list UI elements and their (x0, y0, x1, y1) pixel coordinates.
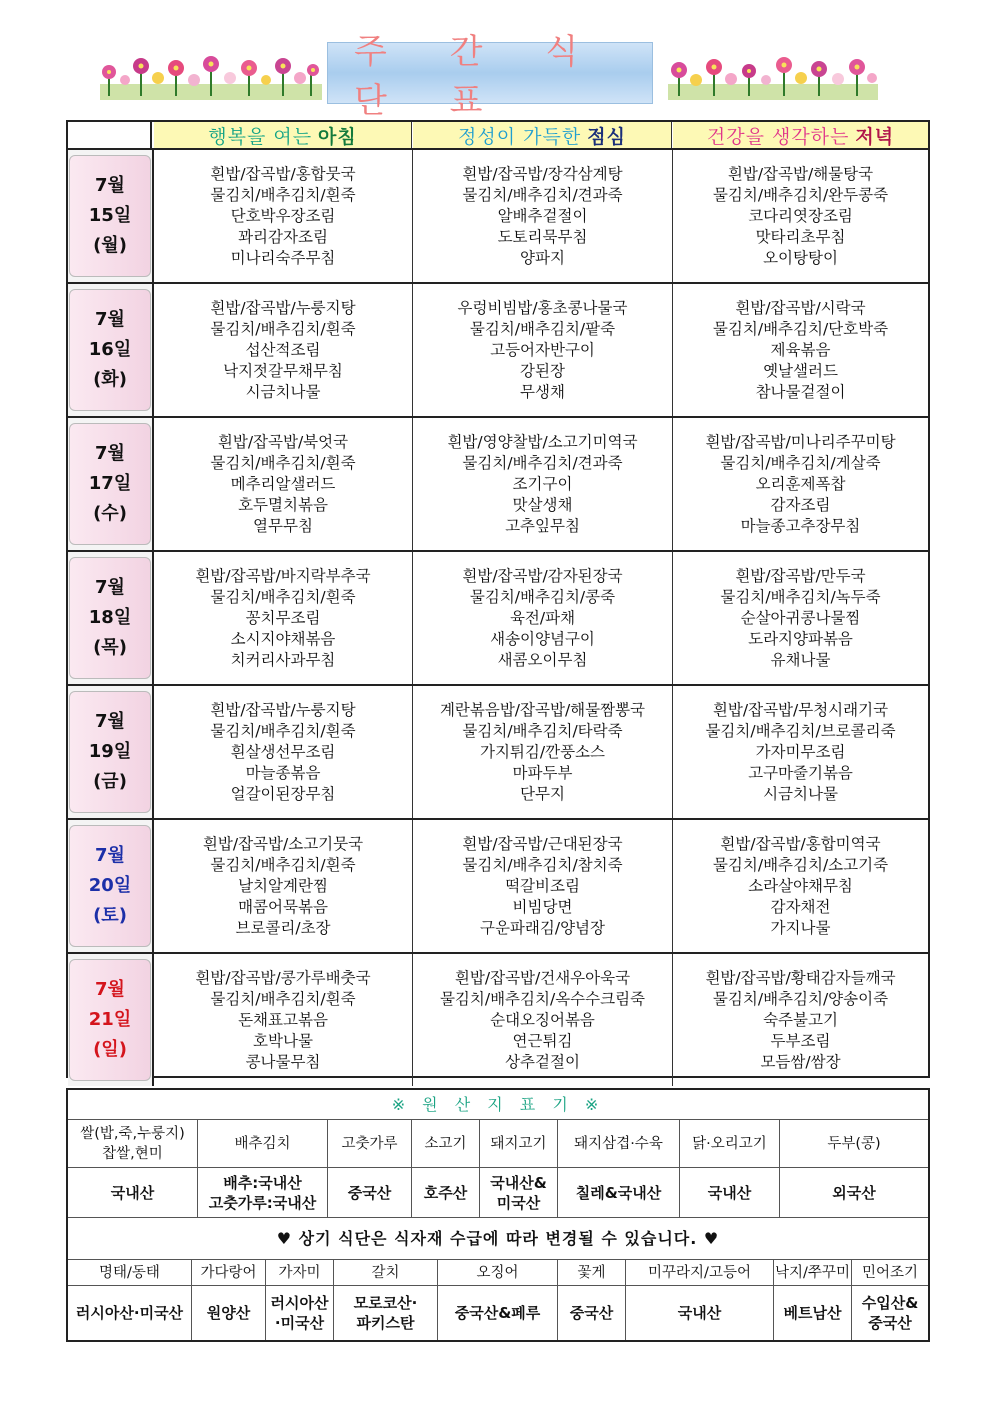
menu-item: 떡갈비조림 (505, 876, 580, 895)
menu-item: 고추잎무침 (505, 516, 580, 535)
day-month: 7월 (95, 175, 125, 196)
origin-category-label-text: 닭·오리고기 (692, 1135, 767, 1152)
menu-item: 흰밥/잡곡밥/건새우아욱국 (454, 968, 631, 987)
breakfast-column-header: 행복을 여는 아침 (154, 122, 412, 148)
dinner-menu-cell (673, 418, 928, 550)
breakfast-menu-cell (154, 150, 413, 282)
origin-country-value-text: 국내산 (677, 1304, 722, 1322)
menu-item: 흰밥/잡곡밥/감자된장국 (462, 566, 623, 585)
day-month: 7월 (95, 577, 125, 598)
menu-item: 맛타리초무침 (755, 227, 846, 246)
menu-item: 모듬쌈/쌈장 (760, 1052, 841, 1071)
flower-decoration-left (100, 50, 322, 100)
menu-item: 시금치나물 (763, 784, 838, 803)
day-label-cell (68, 552, 154, 684)
menu-item: 물김치/배추김치/흰죽 (210, 185, 356, 204)
day-weekday: (화) (93, 369, 127, 390)
menu-item: 매콤어묵볶음 (238, 897, 328, 916)
origin-country-value (558, 1286, 626, 1340)
menu-item: 소시지야채볶음 (230, 629, 336, 648)
origin-country-value-text: 중국산 (347, 1183, 392, 1202)
menu-item: 흰밥/영양찰밥/소고기미역국 (447, 432, 638, 451)
origin-category-label-text: 돼지삼겹·수육 (574, 1135, 663, 1152)
menu-item: 흰밥/잡곡밥/홍합뭇국 (210, 164, 356, 183)
menu-item: 도토리묵무침 (497, 227, 588, 246)
menu-item: 호박나물 (253, 1031, 313, 1050)
menu-item: 두부조림 (770, 1031, 831, 1050)
day-date: 21일 (88, 1009, 132, 1030)
day-label (69, 289, 151, 411)
day-row (68, 150, 928, 282)
menu-item: 옛날샐러드 (763, 361, 838, 380)
menu-item: 코다리엿장조림 (748, 206, 853, 225)
day-weekday: (수) (93, 503, 127, 524)
menu-item: 얼갈이된장무침 (230, 784, 336, 803)
day-date: 15일 (88, 205, 132, 226)
origin-category-label (558, 1120, 680, 1168)
day-label-cell (68, 284, 154, 416)
day-row (68, 284, 928, 416)
day-row (68, 820, 928, 952)
menu-item: 육전/파채 (509, 608, 576, 627)
origin-country-value-text: 배추:국내산 고춧가루:국내산 (208, 1173, 317, 1212)
day-label-cell (68, 954, 154, 1086)
menu-item: 마늘종볶음 (245, 763, 321, 782)
menu-item: 물김치/배추김치/흰죽 (210, 453, 356, 472)
menu-item: 날치알계란찜 (238, 876, 328, 895)
menu-item: 호두멸치볶음 (238, 495, 328, 514)
origin-category-label (192, 1260, 266, 1286)
origin-country-value-text: 모로코산· 파키스탄 (353, 1294, 418, 1332)
menu-item: 순대오징어볶음 (490, 1010, 595, 1029)
dinner-menu-cell (673, 954, 928, 1086)
origin-country-value (68, 1168, 198, 1218)
menu-item: 소라살야채무침 (748, 876, 853, 895)
origin-category-label (198, 1120, 328, 1168)
menu-item: 제육볶음 (770, 340, 831, 359)
menu-item: 브로콜리/초장 (235, 918, 331, 937)
day-weekday: (금) (93, 771, 127, 792)
menu-item: 물김치/배추김치/옥수수크림죽 (439, 989, 646, 1008)
dinner-column-header: 건강을 생각하는 저녁 (673, 122, 928, 148)
menu-item: 새콤오이무침 (497, 650, 588, 669)
menu-item: 흰밥/잡곡밥/홍합미역국 (720, 834, 881, 853)
day-label-cell (68, 820, 154, 952)
menu-item: 흰밥/잡곡밥/미나리주꾸미탕 (705, 432, 896, 451)
origin-category-label-text: 낙지/쭈꾸미 (775, 1264, 850, 1281)
dinner-menu-cell (673, 284, 928, 416)
origin-category-label (438, 1260, 558, 1286)
day-label (69, 959, 151, 1081)
menu-item: 콩나물무침 (245, 1052, 321, 1071)
menu-item: 감자조림 (770, 495, 831, 514)
breakfast-menu-cell (154, 820, 413, 952)
day-weekday: (토) (93, 905, 127, 926)
flower-decoration-right (668, 50, 878, 100)
menu-item: 열무무침 (253, 516, 313, 535)
menu-item: 흰밥/잡곡밥/해물탕국 (727, 164, 874, 183)
origin-country-value-text: 중국산 (569, 1304, 614, 1322)
origin-country-value-text: 국내산 (707, 1183, 752, 1202)
origin-category-label-text: 미꾸라지/고등어 (648, 1264, 751, 1281)
menu-item: 물김치/배추김치/흰죽 (210, 721, 356, 740)
origin-country-value (774, 1286, 852, 1340)
origin-title (68, 1090, 928, 1120)
menu-item: 비빔당면 (512, 897, 573, 916)
menu-item: 물김치/배추김치/게살죽 (720, 453, 881, 472)
origin-category-label (774, 1260, 852, 1286)
menu-item: 흰밥/잡곡밥/시락국 (735, 298, 866, 317)
origin-country-value (334, 1286, 438, 1340)
origin-title-text: ※ 원 산 지 표 기 ※ (391, 1094, 605, 1114)
menu-item: 돈채표고볶음 (238, 1010, 328, 1029)
menu-item: 흰밥/잡곡밥/무청시래기국 (712, 700, 889, 719)
day-date: 20일 (88, 875, 132, 896)
menu-item: 물김치/배추김치/브로콜리죽 (705, 721, 896, 740)
day-row (68, 552, 928, 684)
day-label (69, 155, 151, 277)
origin-country-value-text: 국내산 (110, 1183, 155, 1202)
menu-item: 흰살생선무조림 (230, 742, 336, 761)
menu-item: 가자미무조림 (755, 742, 846, 761)
menu-item: 단무지 (520, 784, 565, 803)
menu-item: 미나리숙주무침 (230, 248, 336, 267)
origin-category-label (558, 1260, 626, 1286)
menu-item: 물김치/배추김치/참치죽 (462, 855, 623, 874)
origin-category-label-text: 두부(콩) (827, 1135, 881, 1152)
menu-item: 물김치/배추김치/팥죽 (469, 319, 616, 338)
day-label (69, 691, 151, 813)
menu-item: 도라지양파볶음 (748, 629, 853, 648)
origin-category-label-text: 갈치 (371, 1264, 400, 1281)
page-header (0, 32, 992, 121)
page-title-banner (327, 32, 653, 121)
origin-country-value (412, 1168, 480, 1218)
menu-change-notice-text: ♥ 상기 식단은 식자재 수급에 따라 변경될 수 있습니다. ♥ (276, 1228, 720, 1248)
origin-country-value-text: 러시아산 ·미국산 (270, 1294, 329, 1332)
menu-item: 물김치/배추김치/완두콩죽 (712, 185, 889, 204)
day-row (68, 418, 928, 550)
menu-item: 가지나물 (770, 918, 831, 937)
menu-item: 흰밥/잡곡밥/콩가루배춧국 (195, 968, 371, 987)
menu-change-notice (68, 1218, 928, 1260)
day-month: 7월 (95, 979, 125, 1000)
menu-item: 물김치/배추김치/흰죽 (210, 587, 356, 606)
day-month: 7월 (95, 711, 125, 732)
origin-table (66, 1088, 930, 1342)
menu-item: 흰밥/잡곡밥/황태감자들깨국 (705, 968, 896, 987)
menu-item: 흰밥/잡곡밥/장각삼계탕 (462, 164, 623, 183)
menu-item: 단호박우장조림 (230, 206, 336, 225)
origin-country-value-text: 원양산 (206, 1304, 251, 1322)
menu-item: 가지튀김/깐풍소스 (479, 742, 605, 761)
origin-country-value (680, 1168, 780, 1218)
menu-item: 꽈리감자조림 (238, 227, 328, 246)
menu-item: 흰밥/잡곡밥/만두국 (735, 566, 866, 585)
menu-item: 낙지젓갈무채무침 (223, 361, 343, 380)
menu-item: 물김치/배추김치/견과죽 (462, 185, 623, 204)
dinner-menu-cell (673, 552, 928, 684)
day-row (68, 686, 928, 818)
dinner-menu-cell (673, 686, 928, 818)
menu-item: 고구마줄기볶음 (748, 763, 853, 782)
day-weekday: (일) (93, 1039, 127, 1060)
menu-item: 시금치나물 (245, 382, 321, 401)
day-label-cell (68, 150, 154, 282)
menu-item: 물김치/배추김치/소고기죽 (712, 855, 889, 874)
menu-item: 유채나물 (770, 650, 831, 669)
origin-category-label (68, 1120, 198, 1168)
menu-header-row (68, 122, 928, 150)
origin-country-value (68, 1286, 192, 1340)
lunch-menu-cell (413, 820, 673, 952)
origin-category-label (412, 1120, 480, 1168)
menu-item: 맛살생채 (512, 495, 573, 514)
origin-category-label (680, 1120, 780, 1168)
menu-item: 물김치/배추김치/양송이죽 (712, 989, 889, 1008)
day-date: 18일 (88, 607, 132, 628)
day-month: 7월 (95, 309, 125, 330)
dinner-menu-cell (673, 150, 928, 282)
origin-category-label-text: 민어조기 (861, 1264, 919, 1281)
day-weekday: (월) (93, 235, 127, 256)
day-label (69, 557, 151, 679)
menu-item: 새송이양념구이 (490, 629, 595, 648)
lunch-menu-cell (413, 284, 673, 416)
day-date: 16일 (88, 339, 132, 360)
day-date: 19일 (88, 741, 132, 762)
origin-country-value (626, 1286, 774, 1340)
menu-item: 상추겉절이 (505, 1052, 580, 1071)
breakfast-menu-cell (154, 418, 413, 550)
menu-item: 연근튀김 (512, 1031, 573, 1050)
menu-item: 꽁치무조림 (245, 608, 321, 627)
origin-country-value (198, 1168, 328, 1218)
origin-country-value-text: 외국산 (832, 1183, 876, 1202)
menu-item: 물김치/배추김치/콩죽 (469, 587, 616, 606)
menu-item: 흰밥/잡곡밥/누룽지탕 (210, 298, 356, 317)
day-weekday: (목) (93, 637, 127, 658)
day-row (68, 954, 928, 1086)
menu-item: 순살아귀콩나물찜 (740, 608, 861, 627)
menu-item: 흰밥/잡곡밥/누룽지탕 (210, 700, 356, 719)
origin-category-label (480, 1120, 558, 1168)
menu-item: 치커리사과무침 (230, 650, 336, 669)
menu-item: 물김치/배추김치/흰죽 (210, 989, 356, 1008)
menu-item: 감자채전 (770, 897, 831, 916)
origin-country-value (266, 1286, 334, 1340)
origin-category-label (780, 1120, 928, 1168)
menu-item: 강된장 (520, 361, 565, 380)
origin-category-label (626, 1260, 774, 1286)
day-label (69, 423, 151, 545)
lunch-menu-cell (413, 418, 673, 550)
breakfast-menu-cell (154, 954, 413, 1086)
menu-item: 참나물겉절이 (755, 382, 846, 401)
dinner-menu-cell (673, 820, 928, 952)
menu-item: 섭산적조림 (245, 340, 321, 359)
origin-country-value-text: 중국산&페루 (454, 1304, 541, 1322)
menu-item: 물김치/배추김치/타락죽 (462, 721, 623, 740)
origin-country-value (192, 1286, 266, 1340)
menu-item: 알배추겉절이 (497, 206, 588, 225)
origin-category-label-text: 소고기 (424, 1135, 467, 1152)
origin-category-label-text: 고춧가루 (341, 1135, 398, 1152)
origin-category-label (334, 1260, 438, 1286)
menu-item: 구운파래김/양념장 (479, 918, 605, 937)
origin-country-value (780, 1168, 928, 1218)
menu-item: 마늘종고추장무침 (740, 516, 861, 535)
menu-item: 흰밥/잡곡밥/소고기뭇국 (202, 834, 364, 853)
origin-country-value (558, 1168, 680, 1218)
menu-item: 흰밥/잡곡밥/근대된장국 (462, 834, 623, 853)
origin-country-value-text: 수입산& 중국산 (861, 1294, 919, 1332)
menu-item: 숙주불고기 (763, 1010, 838, 1029)
origin-country-value-text: 베트남산 (783, 1304, 842, 1322)
origin-country-value (438, 1286, 558, 1340)
menu-item: 물김치/배추김치/흰죽 (210, 319, 356, 338)
menu-item: 고등어자반구이 (490, 340, 595, 359)
breakfast-menu-cell (154, 552, 413, 684)
lunch-column-header: 정성이 가득한 점심 (413, 122, 672, 148)
origin-country-value-text: 호주산 (423, 1183, 468, 1202)
menu-item: 메추리알샐러드 (230, 474, 336, 493)
origin-category-label (266, 1260, 334, 1286)
origin-category-label (852, 1260, 928, 1286)
menu-item: 양파지 (520, 248, 565, 267)
origin-category-label (328, 1120, 412, 1168)
day-label (69, 825, 151, 947)
origin-country-value-text: 러시아산·미국산 (75, 1304, 184, 1322)
origin-category-label-text: 쌀(밥,죽,누룽지) 찹쌀,현미 (80, 1125, 185, 1162)
lunch-menu-cell (413, 552, 673, 684)
menu-item: 물김치/배추김치/견과죽 (462, 453, 623, 472)
origin-category-label-text: 가자미 (278, 1264, 321, 1281)
menu-item: 계란볶음밥/잡곡밥/해물짬뽕국 (439, 700, 646, 719)
weekly-menu-table (66, 120, 930, 1078)
menu-item: 물김치/배추김치/녹두죽 (720, 587, 881, 606)
day-month: 7월 (95, 443, 125, 464)
menu-item: 흰밥/잡곡밥/북엇국 (217, 432, 349, 451)
menu-item: 오리훈제폭찹 (755, 474, 846, 493)
header-corner-cell (68, 122, 152, 148)
breakfast-menu-cell (154, 284, 413, 416)
origin-category-label-text: 돼지고기 (490, 1135, 547, 1152)
lunch-menu-cell (413, 954, 673, 1086)
origin-category-label-text: 꽃게 (577, 1264, 606, 1281)
breakfast-menu-cell (154, 686, 413, 818)
menu-item: 물김치/배추김치/단호박죽 (712, 319, 889, 338)
page-title: 주 간 식 단 표 (354, 32, 605, 121)
menu-item: 무생채 (520, 382, 565, 401)
lunch-menu-cell (413, 686, 673, 818)
menu-item: 조기구이 (512, 474, 573, 493)
origin-category-label-text: 명태/동태 (99, 1264, 160, 1281)
day-label-cell (68, 418, 154, 550)
origin-category-label-text: 가다랑어 (200, 1264, 257, 1281)
origin-country-value (480, 1168, 558, 1218)
origin-country-value-text: 칠레&국내산 (575, 1183, 662, 1202)
origin-country-value-text: 국내산& 미국산 (490, 1173, 547, 1212)
menu-item: 마파두부 (512, 763, 573, 782)
lunch-menu-cell (413, 150, 673, 282)
origin-category-label-text: 오징어 (476, 1264, 519, 1281)
menu-item: 흰밥/잡곡밥/바지락부추국 (195, 566, 371, 585)
day-month: 7월 (95, 845, 125, 866)
origin-category-label (68, 1260, 192, 1286)
menu-item: 물김치/배추김치/흰죽 (210, 855, 356, 874)
menu-item: 우렁비빔밥/홍초콩나물국 (457, 298, 628, 317)
day-label-cell (68, 686, 154, 818)
day-date: 17일 (88, 473, 132, 494)
menu-item: 오이탕탕이 (763, 248, 838, 267)
origin-country-value (852, 1286, 928, 1340)
origin-country-value (328, 1168, 412, 1218)
origin-category-label-text: 배추김치 (234, 1135, 291, 1152)
